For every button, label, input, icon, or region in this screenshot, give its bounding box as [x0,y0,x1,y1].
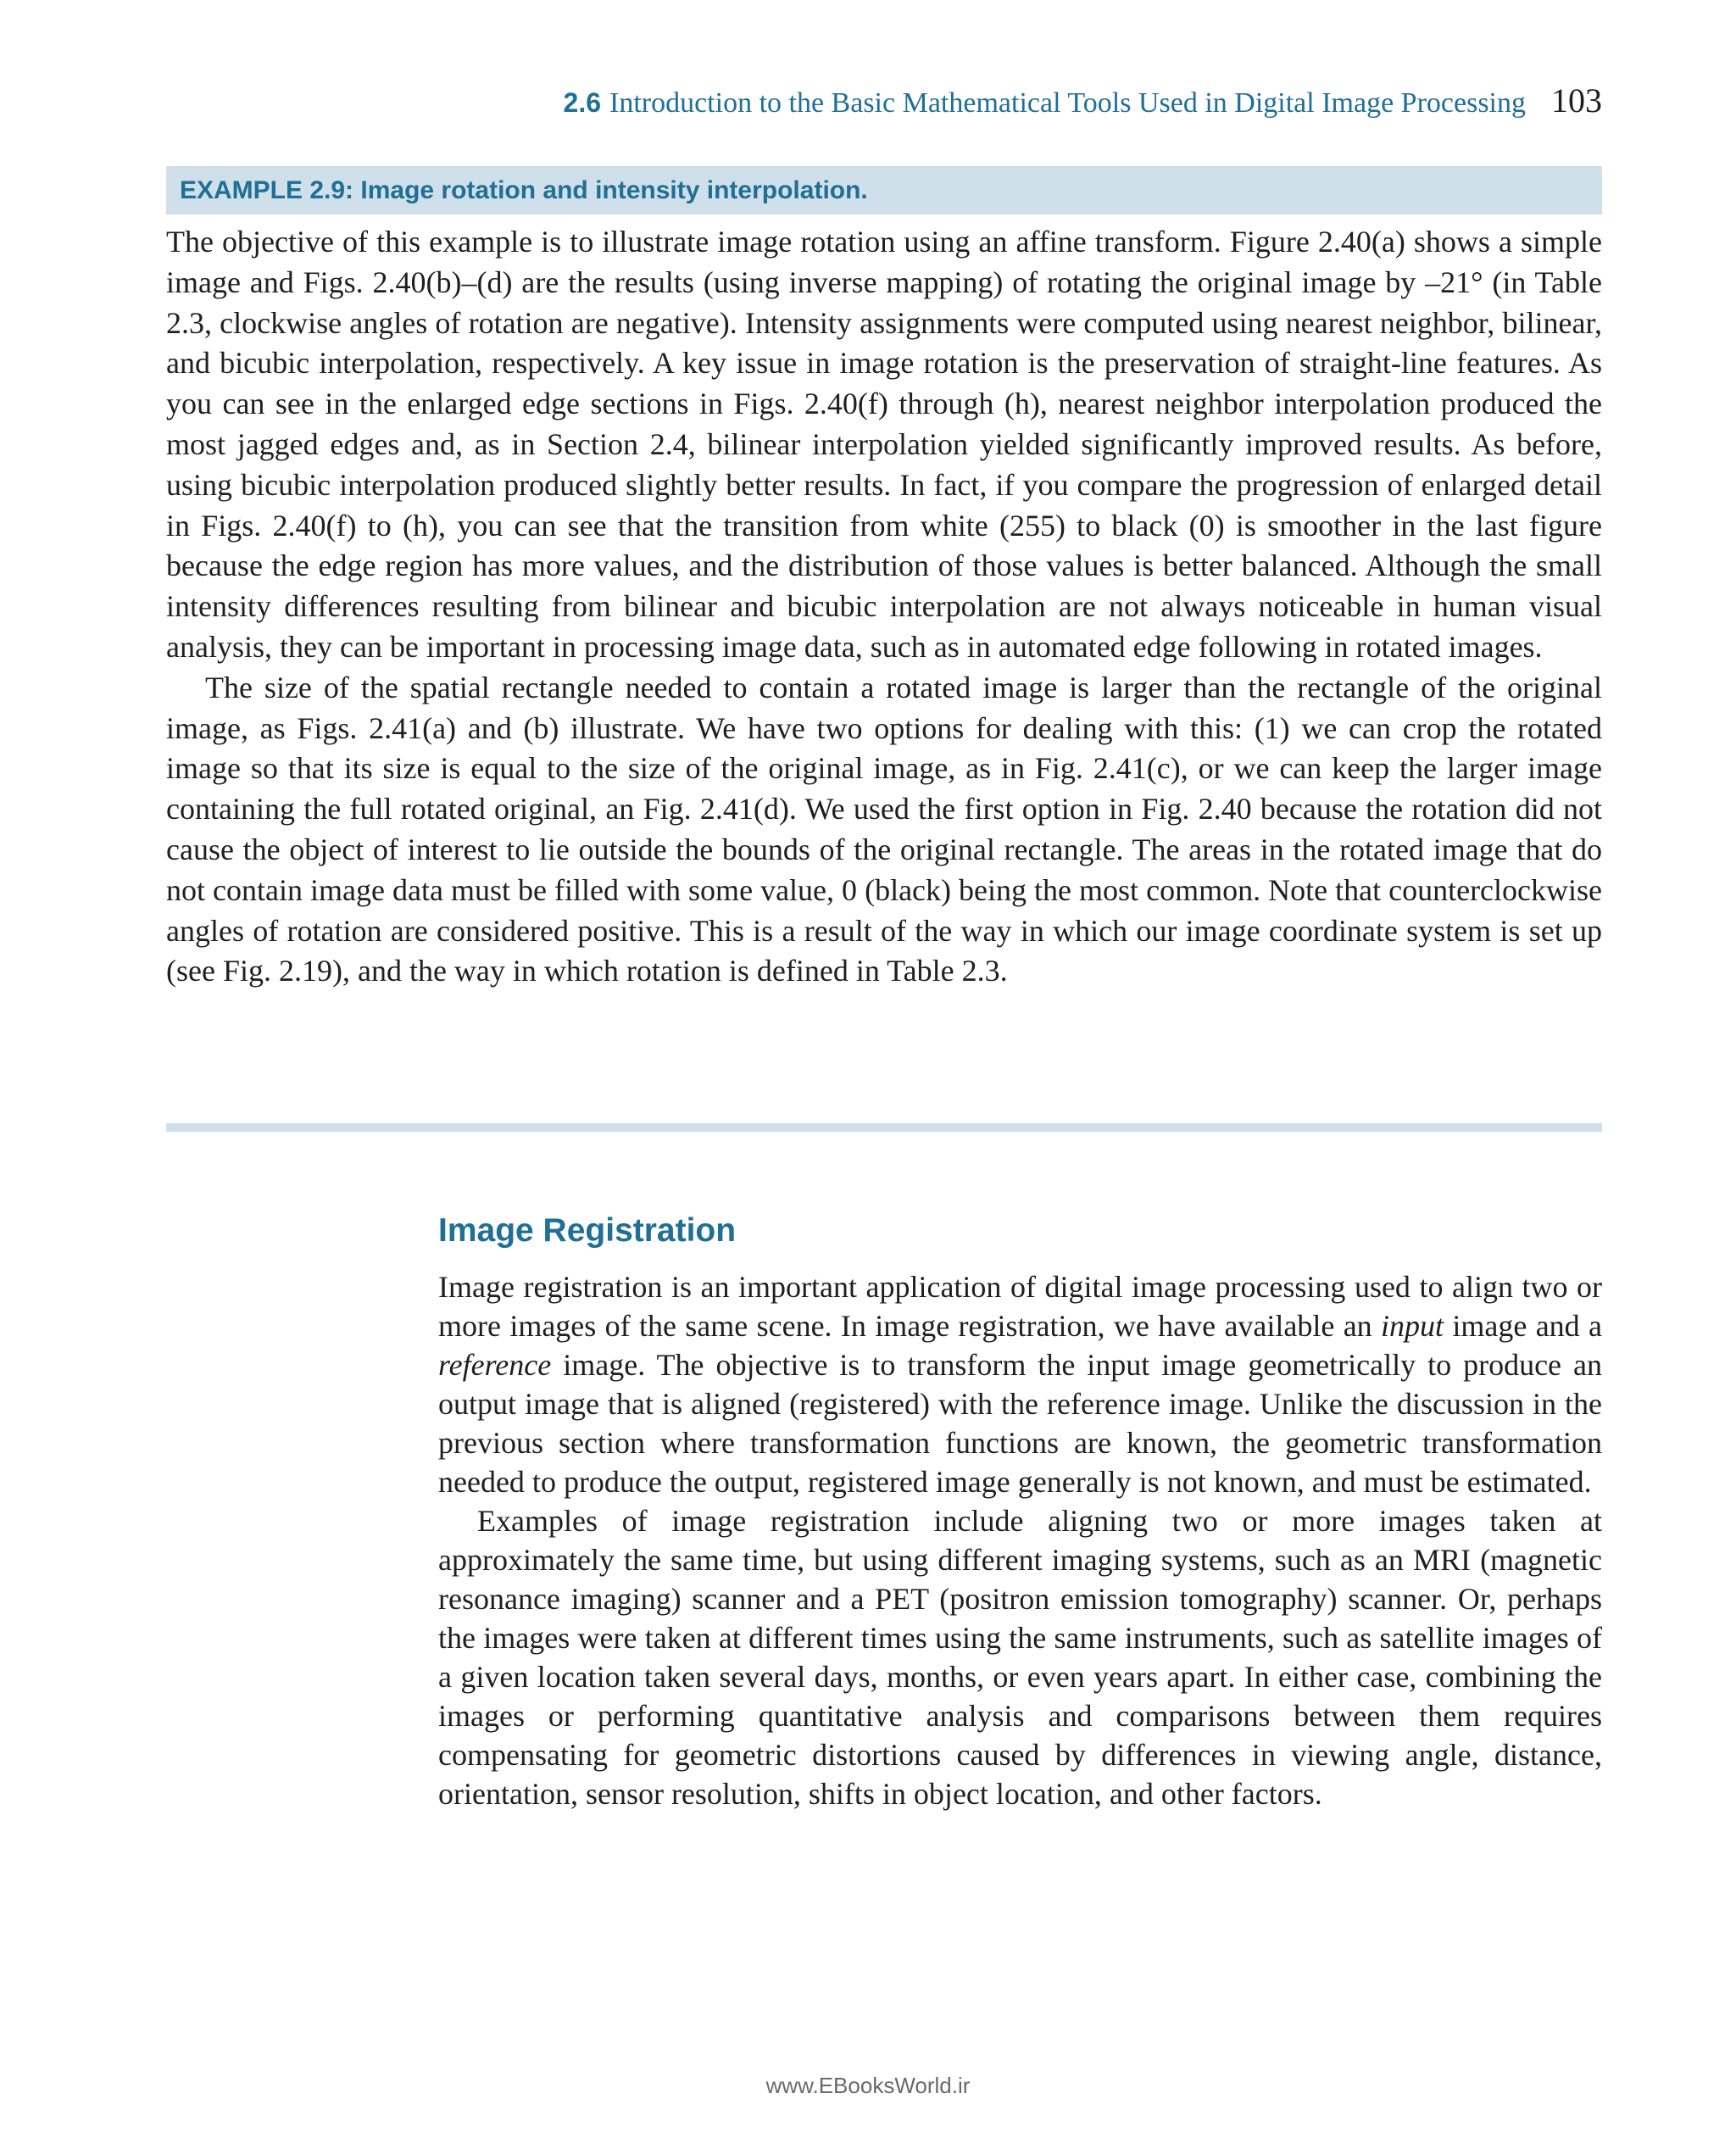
example-header-bar [166,166,1602,214]
registration-paragraph [438,1267,1602,1501]
registration-body [438,1267,1602,1813]
example-paragraph: The size of the spatial rectangle needed to contain a rotated image is larger than the rectangle of the original image, as Figs. 2.41(a) and (b) illustrate. We have two options for dealing with this: (1) we can crop the rotated image so that its size is equal to the size of the original image, as in Fig. 2.41(c), or we can keep the larger image containing the full rotated original, an Fig. 2.41(d). We used the first option in Fig. 2.40 because the rotation did not cause the object of interest to lie outside the bounds of the original rectangle. The areas in the rotated image that do not contain image data must be filled with some value, 0 (black) being the most common. Note that counterclockwise angles of rotation are considered positive. This is a result of the way in which our image coordinate system is set up (see Fig. 2.19), and the way in which rotation is defined in Table 2.3. [166,670,1602,988]
section-heading: Image Registration [438,1212,737,1249]
example-body [166,222,1602,992]
text-run: image. The objective is to transform the input image geometrically to produce an output image that is aligned (registered) with the reference image. Unlike the discussion in the previous section where transformation functions are known, the geometric transformation needed to produce the output, registered image generally is not known, and must be estimated. [438,1348,1602,1499]
example-paragraph: The objective of this example is to illustrate image rotation using an affine transform. Figure 2.40(a) shows a simple image and Figs. 2.40(b)–(d) are the results (using inverse mapping) of rotating the original image by –21° (in Table 2.3, clockwise angles of rotation are negative). Intensity assignments were computed using nearest neighbor, bilinear, and bicubic interpolation, respectively. A key issue in image rotation is the preservation of straight-line features. As you can see in the enlarged edge sections in Figs. 2.40(f) through (h), nearest neighbor interpolation produced the most jagged edges and, as in Section 2.4, bilinear interpolation yielded significantly improved results. As before, using bicubic interpolation produced slightly better results. In fact, if you compare the progression of enlarged detail in Figs. 2.40(f) to (h), you can see that the transition from white (255) to black (0) is smoother in the last figure because the edge region has more values, and the distribution of those values is better balanced. Although the small intensity differences resulting from bilinear and bicubic interpolation are not always noticeable in human visual analysis, they can be important in processing image data, such as in automated edge following in rotated images. [166,225,1602,664]
running-head [166,81,1602,120]
emphasis-reference: reference [438,1348,552,1382]
registration-paragraph: Examples of image registration include aligning two or more images taken at approximately the same time, but using different imaging systems, such as an MRI (magnetic resonance imaging) scanner and a PET (positron emission tomography) scanner. Or, perhaps the images were taken at different times using the same instruments, such as satellite images of a given location taken several days, months, or even years apart. In either case, combining the images or performing quantitative analysis and comparisons between them requires compensating for geometric distortions caused by differences in viewing angle, distance, orientation, sensor resolution, shifts in object location, and other factors. [438,1504,1602,1811]
example-title: EXAMPLE 2.9: Image rotation and intensity interpolation. [180,175,868,204]
section-title: Introduction to the Basic Mathematical Tools Used in Digital Image Processing [609,87,1526,119]
emphasis-input: input [1381,1309,1444,1343]
page-number: 103 [1551,81,1602,120]
text-run: Image registration is an important application of digital image processing used to align two or more images of the same scene. In image registration, we have available an [438,1270,1602,1343]
watermark: www.EBooksWorld.ir [765,2073,971,2098]
text-run: image and a [1444,1309,1602,1343]
section-number: 2.6 [563,87,601,118]
example-end-rule [166,1123,1602,1132]
